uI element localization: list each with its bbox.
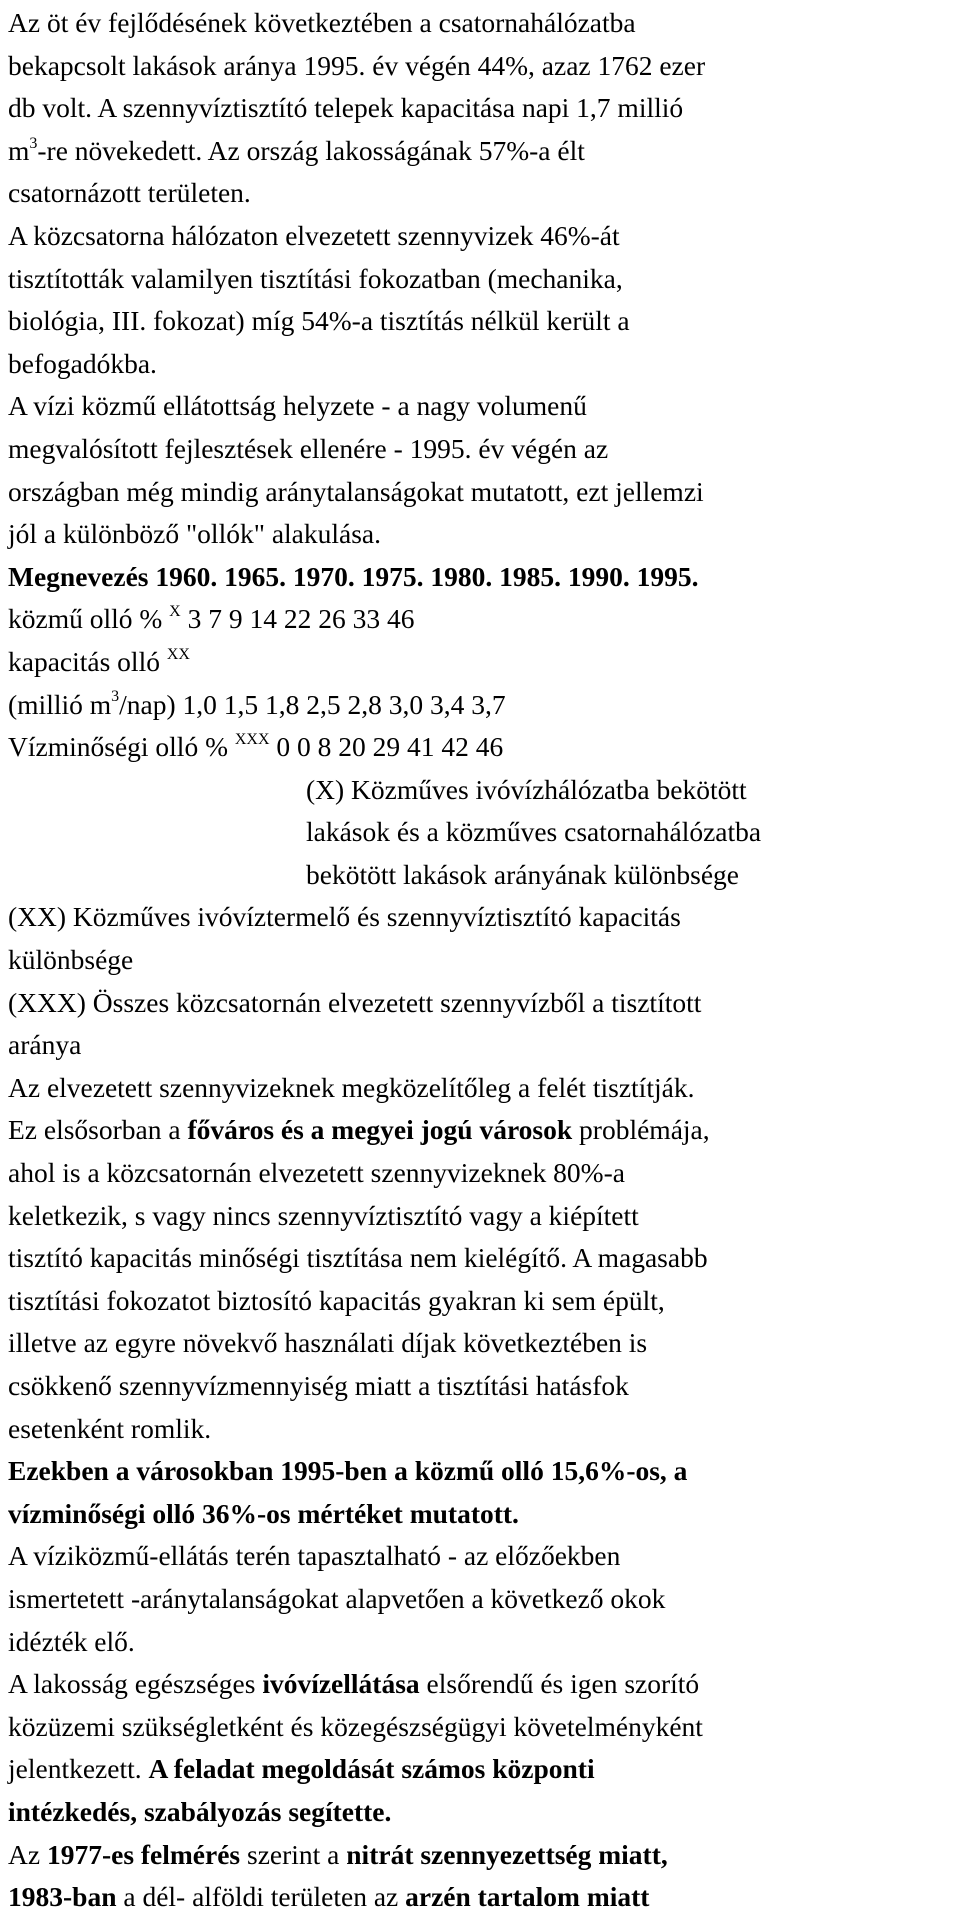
bold-text: ivóvízellátása xyxy=(262,1668,420,1700)
footnotes xyxy=(8,769,958,1067)
row-label: kapacitás olló xyxy=(8,645,167,677)
text-line: csatornázott területen. xyxy=(8,177,251,209)
text-line: csökkenő szennyvízmennyiség miatt a tisztítási hatásfok xyxy=(8,1370,629,1401)
text-span: Az xyxy=(8,1838,47,1870)
text-line: db volt. A szennyvíztisztító telepek kapacitása napi 1,7 millió xyxy=(8,92,684,124)
bold-text: 1977-es felmérés xyxy=(46,1838,241,1870)
bold-line: intézkedés, szabályozás segítette. xyxy=(8,1795,392,1827)
body-paragraph-4 xyxy=(8,1663,958,1833)
text-line xyxy=(8,1663,958,1706)
body-paragraph-5 xyxy=(8,1834,958,1919)
utility-paragraph xyxy=(8,385,958,555)
text-line: A víziközmű-ellátás terén tapasztalható - az előzőekben xyxy=(8,1540,621,1572)
footnote-xxx: aránya xyxy=(8,1029,82,1061)
unit-text: m xyxy=(8,134,30,166)
text-span: A lakosság egészséges xyxy=(8,1668,263,1700)
intro-paragraph xyxy=(8,2,958,215)
row-label: Vízminőségi olló % xyxy=(8,731,235,763)
text-line xyxy=(8,1834,958,1877)
text-line: befogadókba. xyxy=(8,347,157,379)
text-line: bekapcsolt lakások aránya 1995. év végén 44%, azaz 1762 ezer xyxy=(8,49,706,81)
superscript: 3 xyxy=(111,688,120,706)
footnote-marker: XXX xyxy=(234,730,270,748)
bold-line: Ezekben a városokban 1995-ben a közmű olló 15,6%-os, a xyxy=(8,1455,688,1487)
text-line: ismertetett -aránytalanságokat alapvetően a következő okok xyxy=(8,1582,666,1614)
bold-text: 1983-ban xyxy=(8,1881,117,1913)
scissors-table xyxy=(8,556,958,769)
footnote-xx: (XX) Közműves ivóvíztermelő és szennyvíztisztító kapacitás xyxy=(8,901,681,933)
text-line: keletkezik, s vagy nincs szennyvíztisztító vagy a kiépített xyxy=(8,1199,639,1231)
footnote-x: lakások és a közműves csatornahálózatba xyxy=(306,816,762,848)
bold-text: nitrát szennyezettség miatt, xyxy=(346,1838,668,1870)
bold-line: vízminőségi olló 36%-os mértéket mutatott. xyxy=(8,1497,519,1529)
superscript: 3 xyxy=(29,134,38,152)
row-label: közmű olló % xyxy=(8,603,170,635)
text-line: ahol is a közcsatornán elvezetett szennyvizeknek 80%-a xyxy=(8,1157,625,1189)
body-paragraph-2 xyxy=(8,1450,958,1535)
bold-text: főváros és a megyei jogú városok xyxy=(187,1114,573,1146)
text-line: jól a különböző "ollók" alakulása. xyxy=(8,518,381,550)
row-values: /nap) 1,0 1,5 1,8 2,5 2,8 3,0 3,4 3,7 xyxy=(119,688,506,720)
footnote-xx: különbsége xyxy=(8,944,134,976)
footnote-x: bekötött lakások arányának különbsége xyxy=(306,858,739,890)
bold-text: arzén tartalom miatt xyxy=(405,1881,650,1913)
text-line: tisztították valamilyen tisztítási fokozatban (mechanika, xyxy=(8,262,623,294)
text-line: tisztító kapacitás minőségi tisztítása nem kielégítő. A magasabb xyxy=(8,1242,708,1274)
text-span: elsőrendű és igen szorító xyxy=(419,1668,700,1700)
table-row xyxy=(8,641,958,684)
table-row xyxy=(8,726,958,769)
row-values: 3 7 9 14 22 26 33 46 xyxy=(180,603,415,635)
text-line: közüzemi szükségletként és közegészségügyi követelményként xyxy=(8,1710,703,1742)
footnote-marker: XX xyxy=(166,645,190,663)
row-unit: (millió m xyxy=(8,688,112,720)
text-line: biológia, III. fokozat) míg 54%-a tisztítás nélkül került a xyxy=(8,305,630,337)
text-line: A közcsatorna hálózaton elvezetett szennyvizek 46%-át xyxy=(8,219,620,251)
body-paragraph-3 xyxy=(8,1535,958,1663)
text-line: esetenként romlik. xyxy=(8,1412,212,1444)
row-values: 0 0 8 20 29 41 42 46 xyxy=(269,731,504,763)
table-row xyxy=(8,684,958,727)
text-line: idézték elő. xyxy=(8,1625,135,1657)
text-line: Az elvezetett szennyvizeknek megközelítőleg a felét tisztítják. xyxy=(8,1071,695,1103)
footnote-x: (X) Közműves ivóvízhálózatba bekötött xyxy=(306,773,747,805)
table-header: Megnevezés 1960. 1965. 1970. 1975. 1980. 1985. 1990. 1995. xyxy=(8,560,699,592)
text-span: Ez elsősorban a xyxy=(8,1114,188,1146)
table-row xyxy=(8,598,958,641)
text-span: a dél- alföldi területen az xyxy=(116,1881,406,1913)
text-line: Az öt év fejlődésének következtében a csatornahálózatba xyxy=(8,7,636,38)
text-span: problémája, xyxy=(572,1114,710,1146)
text-line xyxy=(8,1748,958,1791)
text-line xyxy=(8,1876,958,1919)
text-span: szerint a xyxy=(240,1838,347,1870)
footnote-xxx: (XXX) Összes közcsatornán elvezetett szennyvízből a tisztított xyxy=(8,986,702,1018)
text-line: tisztítási fokozatot biztosító kapacitás gyakran ki sem épült, xyxy=(8,1284,665,1316)
text-line: országban még mindig aránytalanságokat mutatott, ezt jellemzi xyxy=(8,475,704,507)
body-paragraph-1 xyxy=(8,1067,958,1450)
text-line xyxy=(8,130,958,173)
document-page xyxy=(8,2,958,1919)
text-line: A vízi közmű ellátottság helyzete - a nagy volumenű xyxy=(8,390,587,422)
bold-text: A feladat megoldását számos központi xyxy=(148,1753,595,1785)
text-line: megvalósított fejlesztések ellenére - 1995. év végén az xyxy=(8,432,609,464)
text-line: illetve az egyre növekvő használati díjak következtében is xyxy=(8,1327,648,1359)
text-span: jelentkezett. xyxy=(8,1753,149,1785)
text-span: -re növekedett. Az ország lakosságának 57%-a élt xyxy=(37,134,585,166)
treatment-paragraph xyxy=(8,215,958,385)
text-line xyxy=(8,1109,958,1152)
footnote-marker: X xyxy=(169,603,181,621)
